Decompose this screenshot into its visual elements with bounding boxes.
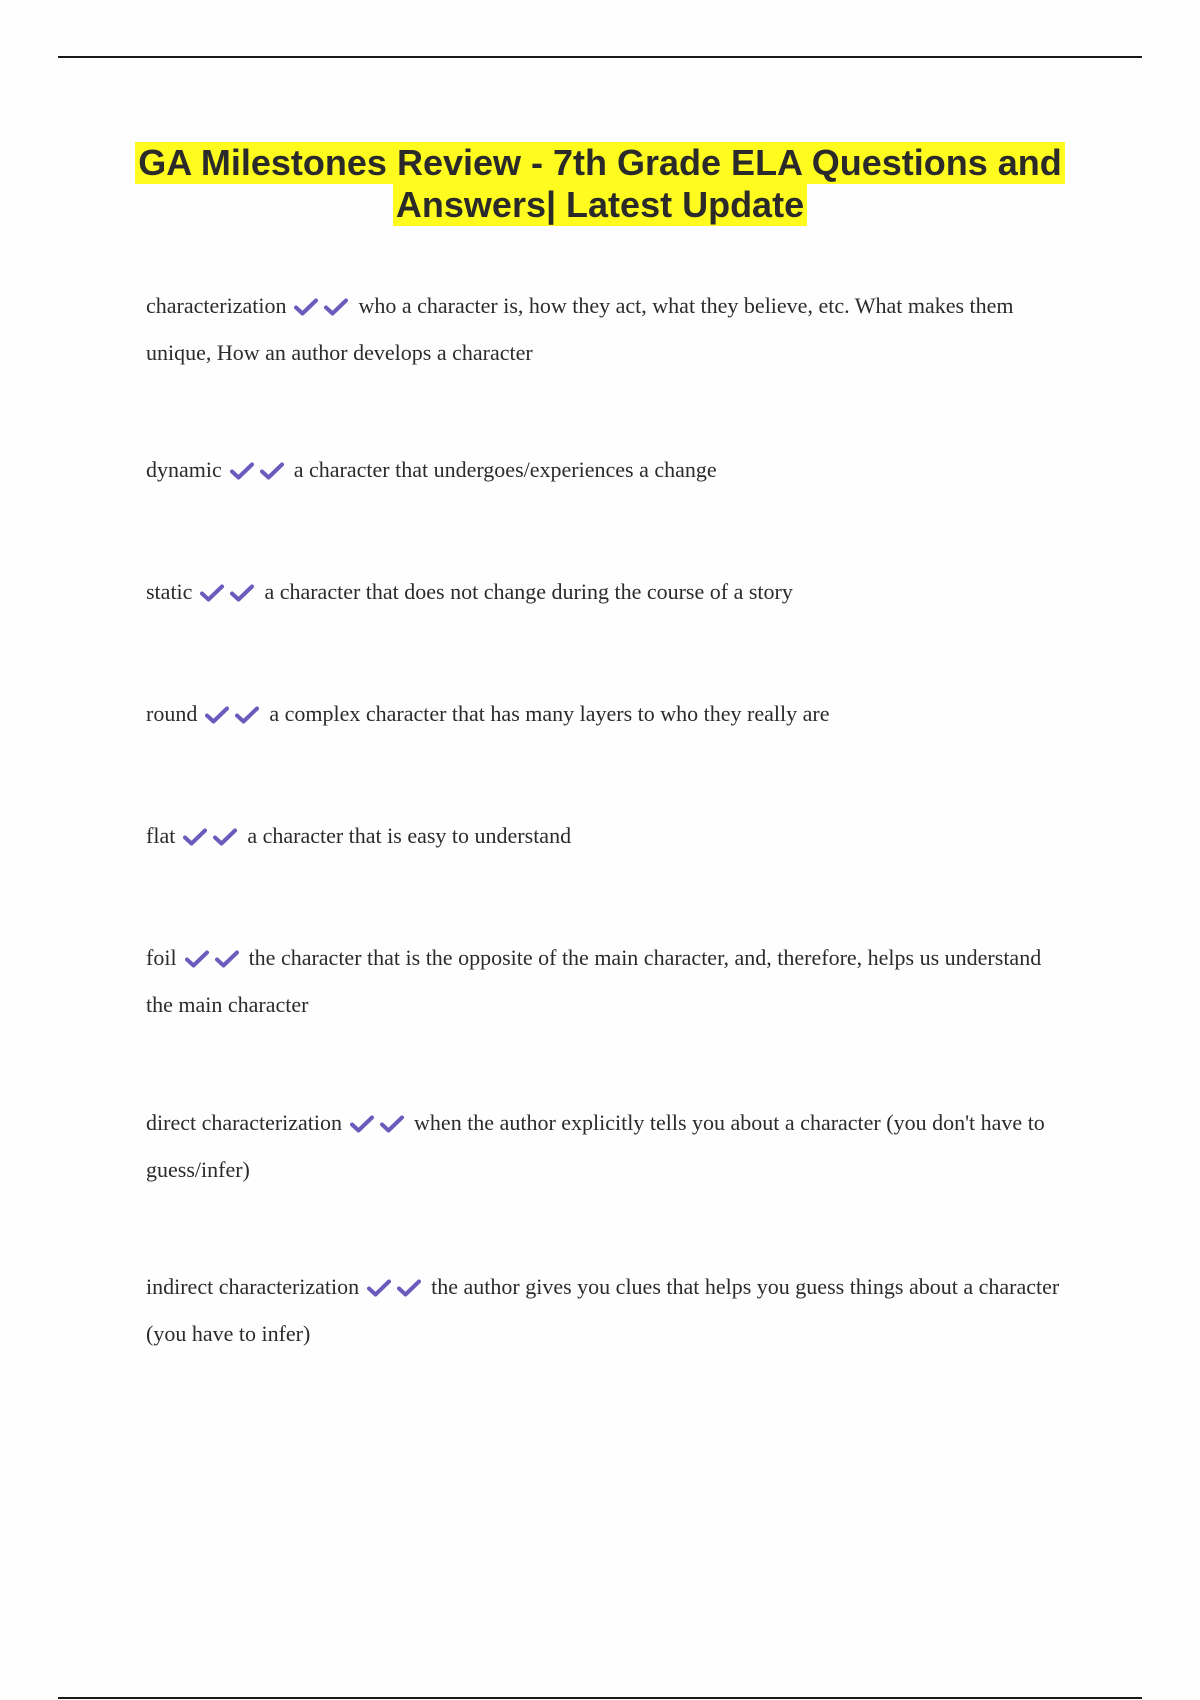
check-pair (367, 1268, 427, 1312)
check-icon (200, 584, 224, 602)
top-rule (58, 56, 1142, 58)
check-icon (324, 298, 348, 316)
entry-definition: who a character is, how they act, what they believe, etc. What makes them unique, How an author develops a character (146, 293, 1014, 365)
check-icon (183, 828, 207, 846)
entry-definition: when the author explicitly tells you about a character (you don't have to guess/infer) (146, 1110, 1045, 1182)
check-pair (183, 817, 243, 861)
entry-definition: a character that does not change during the course of a story (264, 579, 793, 604)
list-item (146, 1101, 1066, 1192)
entry-definition: a complex character that has many layers to who they really are (269, 701, 830, 726)
check-icon (367, 1279, 391, 1297)
check-pair (294, 287, 354, 331)
entry-term: flat (146, 823, 176, 848)
title-line-1: GA Milestones Review - 7th Grade ELA Questions and (135, 142, 1065, 184)
list-item (146, 570, 1066, 617)
check-icon (215, 950, 239, 968)
check-icon (185, 950, 209, 968)
entry-term: indirect characterization (146, 1274, 360, 1299)
title-line-2: Answers| Latest Update (393, 184, 807, 226)
entry-term: foil (146, 945, 177, 970)
check-icon (397, 1279, 421, 1297)
check-icon (350, 1115, 374, 1133)
entry-definition: the character that is the opposite of the main character, and, therefore, helps us understand the main character (146, 945, 1042, 1017)
check-icon (230, 462, 254, 480)
check-icon (213, 828, 237, 846)
check-icon (260, 462, 284, 480)
check-pair (205, 695, 265, 739)
check-icon (230, 584, 254, 602)
bottom-rule (58, 1697, 1142, 1699)
check-pair (230, 451, 290, 495)
entry-term: dynamic (146, 457, 222, 482)
entry-definition: the author gives you clues that helps you guess things about a character (you have to infer) (146, 1274, 1060, 1346)
entry-term: characterization (146, 293, 287, 318)
list-item (146, 814, 1066, 861)
check-icon (205, 706, 229, 724)
list-item (146, 1265, 1066, 1356)
check-icon (380, 1115, 404, 1133)
check-icon (294, 298, 318, 316)
entry-term: round (146, 701, 198, 726)
entry-term: static (146, 579, 193, 604)
list-item (146, 936, 1066, 1027)
entry-definition: a character that is easy to understand (247, 823, 572, 848)
page-title (100, 142, 1100, 226)
list-item (146, 284, 1066, 375)
check-pair (185, 939, 245, 983)
list-item (146, 448, 1066, 495)
check-icon (235, 706, 259, 724)
list-item (146, 692, 1066, 739)
entry-definition: a character that undergoes/experiences a change (293, 457, 717, 482)
entry-term: direct characterization (146, 1110, 343, 1135)
check-pair (200, 573, 260, 617)
check-pair (350, 1104, 410, 1148)
